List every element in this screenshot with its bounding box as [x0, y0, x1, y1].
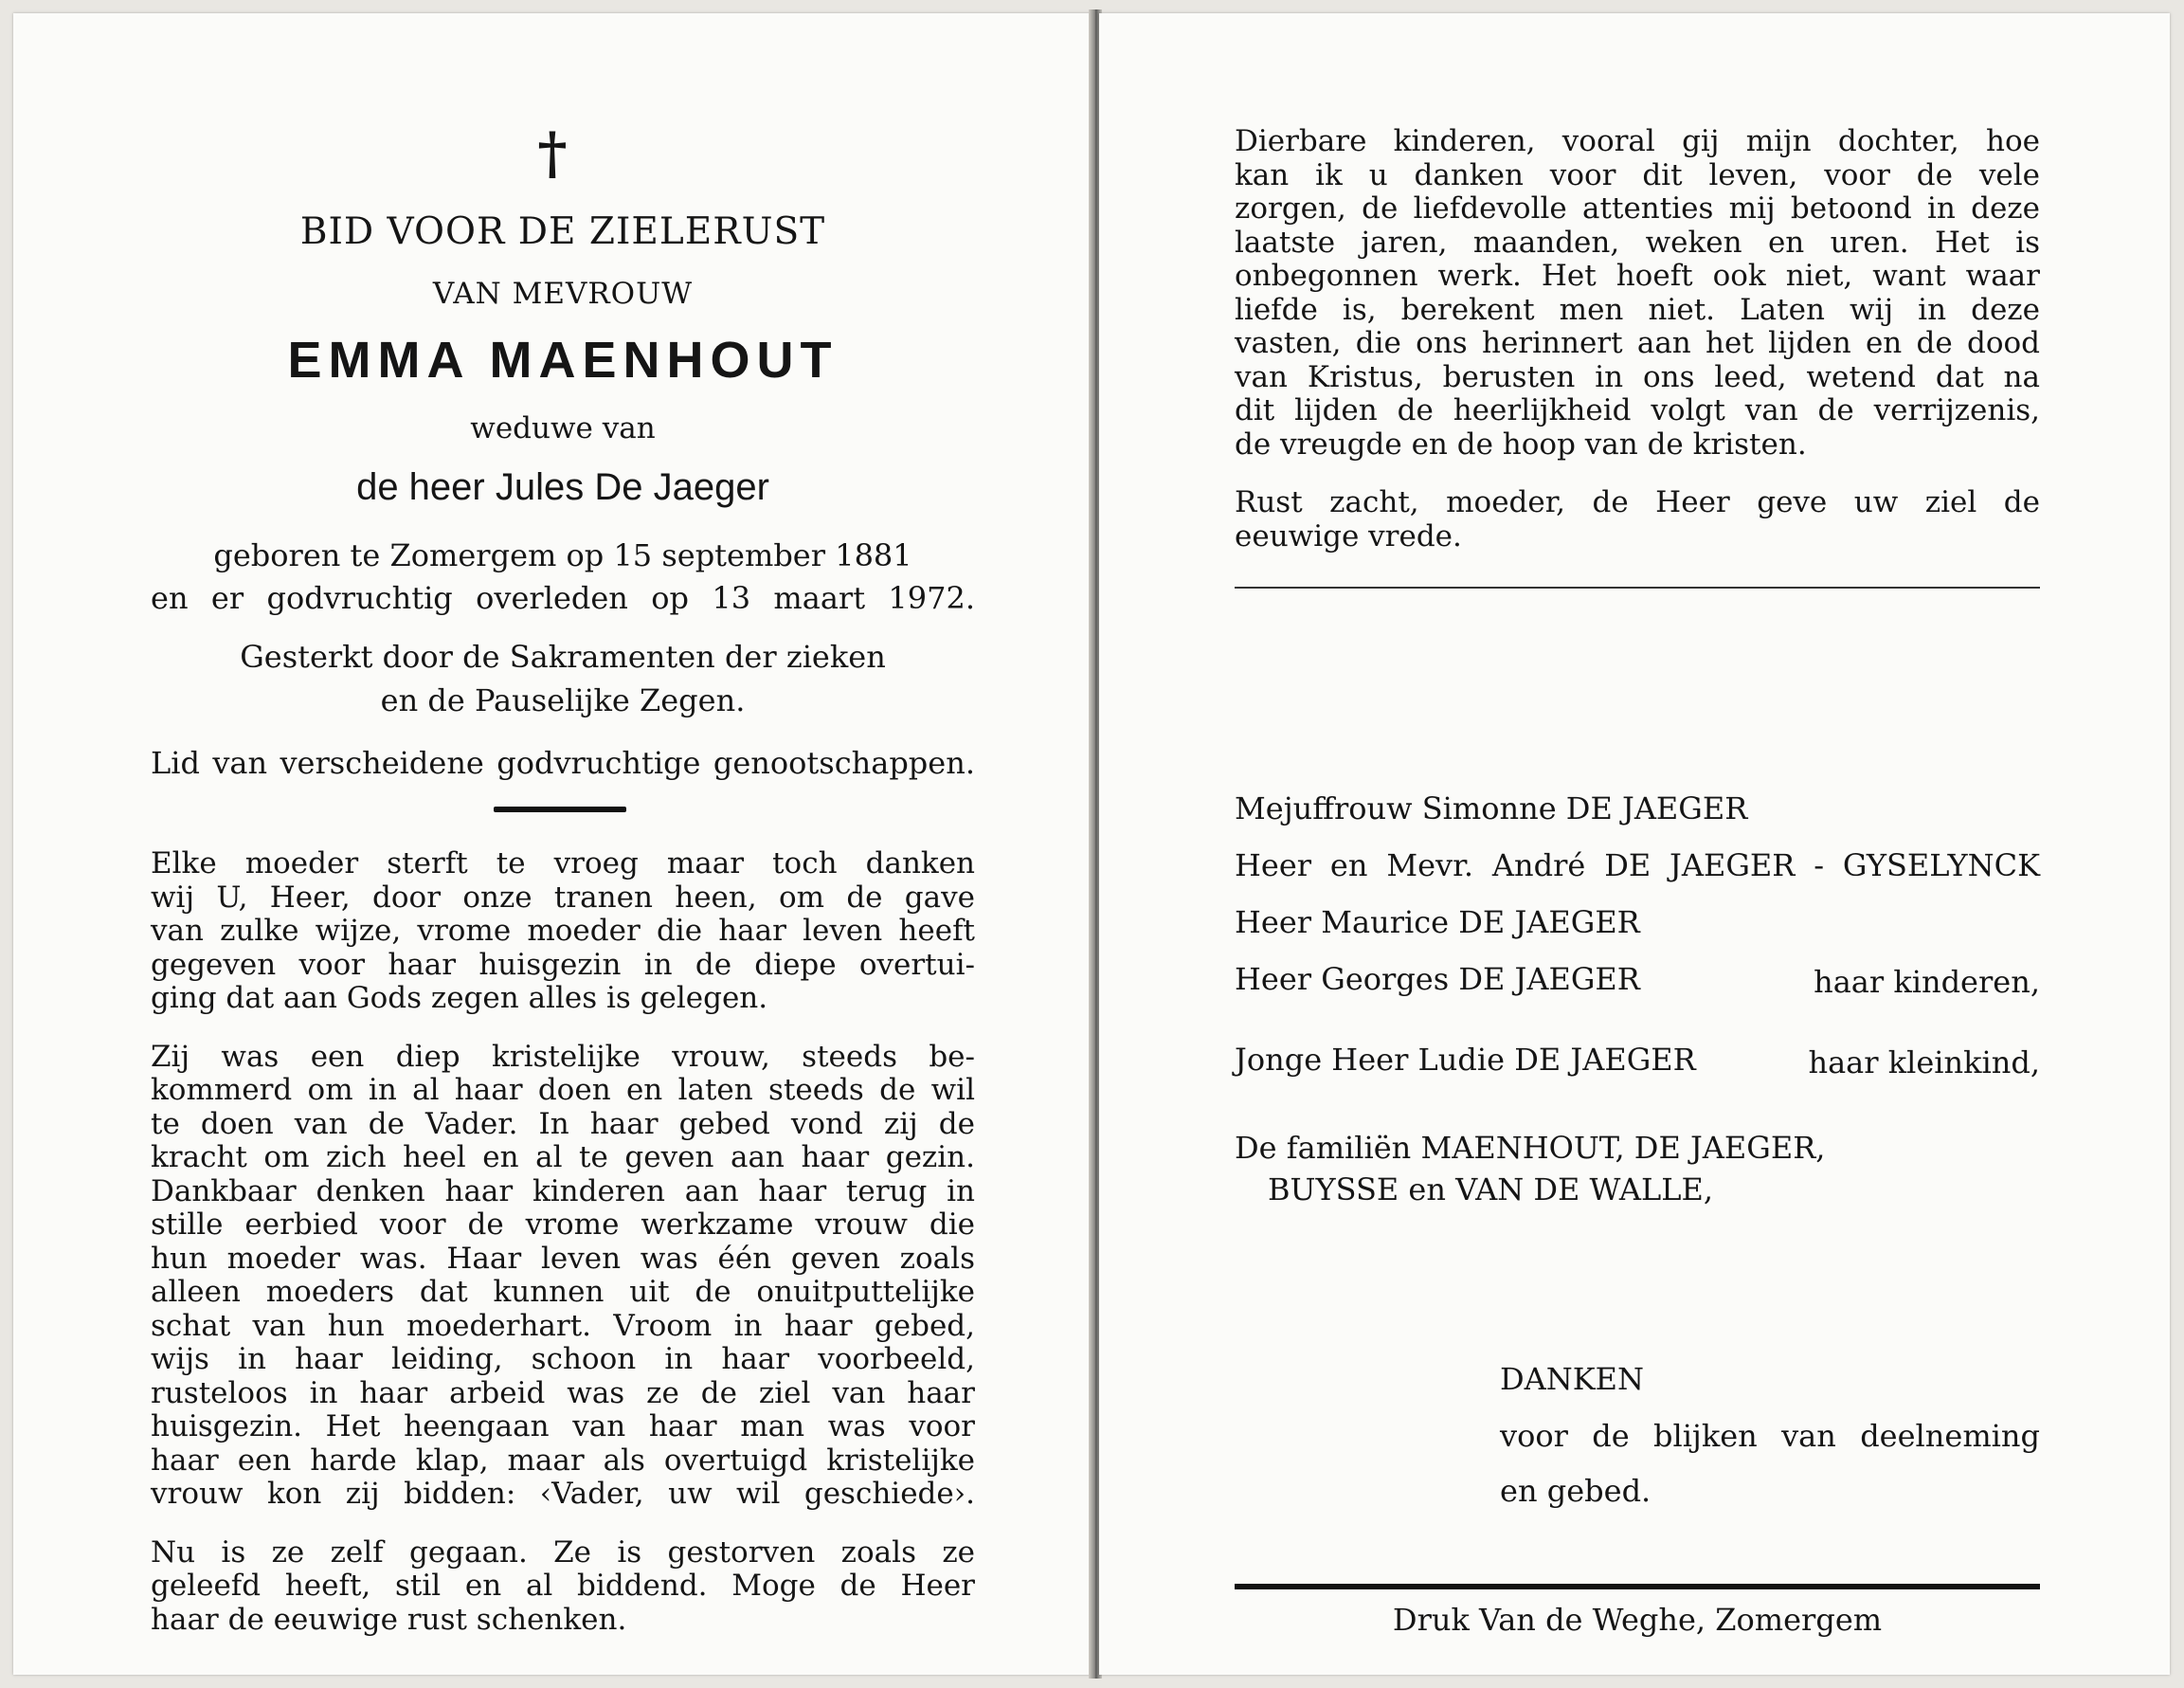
text-line: alleen moeders dat kunnen uit de onuitputtelijke — [151, 1275, 975, 1309]
text-line: ging dat aan Gods zegen alles is gelegen. — [151, 981, 768, 1015]
role-grandchild: haar kleinkind, — [1808, 1044, 2040, 1080]
text-line: huisgezin. Het heengaan van haar man was voor — [151, 1409, 975, 1443]
family-member: De familiën MAENHOUT, DE JAEGER, — [1235, 1130, 1826, 1166]
right-text-block — [1235, 125, 2040, 554]
sacraments-line-1: Gesterkt door de Sakramenten der zieken — [240, 639, 886, 675]
paragraph-message — [1235, 125, 2040, 462]
text-line: Elke moeder sterft te vroeg maar toch danken — [151, 846, 975, 880]
text-line: schat van hun moederhart. Vroom in haar gebed, — [151, 1308, 975, 1343]
text-line: Dankbaar denken haar kinderen aan haar terug in — [151, 1173, 975, 1208]
paragraph-2 — [151, 1041, 975, 1512]
family-member: Mejuffrouw Simonne DE JAEGER — [1235, 790, 1748, 826]
text-line: wij U, Heer, door onze tranen heen, om de gave — [151, 880, 975, 915]
paragraph-rest — [1235, 486, 2040, 554]
husband-name: de heer Jules De Jaeger — [356, 466, 769, 508]
family-member: Heer Maurice DE JAEGER — [1235, 904, 1640, 940]
right-page — [1099, 13, 2170, 1675]
family-member-text: Heer en Mevr. André DE JAEGER - GYSELYNCK — [1235, 847, 2040, 883]
sacraments-line-2: en de Pauselijke Zegen. — [380, 682, 746, 718]
cross-icon: † — [537, 120, 568, 187]
thanks-line-1 — [1500, 1418, 2040, 1454]
heading-van-mevrouw: VAN MEVROUW — [432, 277, 694, 311]
deceased-name: EMMA MAENHOUT — [287, 332, 839, 389]
thick-divider — [1235, 1584, 2040, 1589]
left-text-block — [151, 847, 975, 1637]
printer-credit: Druk Van de Weghe, Zomergem — [1392, 1602, 1883, 1638]
text-line: kommerd om in al haar doen en laten steeds de wil — [151, 1073, 975, 1107]
text-line: liefde is, berekent men niet. Laten wij in deze — [1235, 292, 2040, 327]
thin-divider — [1235, 587, 2040, 589]
text-line: zorgen, de liefdevolle attenties mij betoond in deze — [1235, 191, 2040, 226]
text-line: Nu is ze zelf gegaan. Ze is gestorven zoals ze — [151, 1534, 975, 1570]
text-line: onbegonnen werk. Het hoeft ook niet, want waar — [1235, 259, 2040, 293]
short-divider — [494, 807, 626, 812]
text-line: dit lijden de heerlijkheid volgt van de verrijzenis, — [1235, 393, 2040, 427]
text-line: Zij was een diep kristelijke vrouw, steeds be- — [151, 1039, 975, 1074]
thanks-title: DANKEN — [1500, 1361, 1645, 1397]
family-member: Heer Georges DE JAEGER — [1235, 961, 1640, 997]
text-line: kracht om zich heel en al te geven aan haar gezin. — [151, 1140, 975, 1174]
family-member: Jonge Heer Ludie DE JAEGER — [1235, 1042, 1696, 1078]
text-line: laatste jaren, maanden, weken en uren. Het is — [1235, 225, 2040, 260]
role-children: haar kinderen, — [1814, 964, 2040, 1000]
text-line: vrouw kon zij bidden: ‹Vader, uw wil geschiede›. — [151, 1477, 975, 1511]
text-line: eeuwige vrede. — [1235, 518, 1462, 554]
text-line: van zulke wijze, vrome moeder die haar leven heeft — [151, 914, 975, 948]
text-line: stille eerbied voor de vrome werkzame vrouw die — [151, 1207, 975, 1242]
text-line: te doen van de Vader. In haar gebed vond zij de — [151, 1106, 975, 1141]
text-line: vasten, die ons herinnert aan het lijden en de dood — [1235, 326, 2040, 360]
heading-prayer: BID VOOR DE ZIELERUST — [299, 210, 826, 253]
paragraph-3 — [151, 1536, 975, 1638]
text-line: kan ik u danken voor dit leven, voor de vele — [1235, 157, 2040, 192]
text-line: haar de eeuwige rust schenken. — [151, 1602, 627, 1637]
text-line: geleefd heeft, stil en al biddend. Moge de Heer — [151, 1569, 975, 1603]
text-line: gegeven voor haar huisgezin in de diepe overtui- — [151, 947, 975, 982]
text-line: wijs in haar leiding, schoon in haar voorbeeld, — [151, 1342, 975, 1376]
membership-line: Lid van verscheidene godvruchtige genootschappen. — [151, 745, 975, 781]
thanks-line-1-text: voor de blijken van deelneming — [1500, 1418, 2040, 1454]
text-line: haar een harde klap, maar als overtuigd kristelijke — [151, 1443, 975, 1478]
birth-line: geboren te Zomergem op 15 september 1881 — [213, 537, 912, 573]
death-line: en er godvruchtig overleden op 13 maart 1972. — [151, 580, 975, 616]
text-line: van Kristus, berusten in ons leed, wetend dat na — [1235, 359, 2040, 394]
text-line: rusteloos in haar arbeid was ze de ziel van haar — [151, 1375, 975, 1410]
text-line: de vreugde en de hoop van de kristen. — [1235, 427, 1807, 462]
text-line: Dierbare kinderen, vooral gij mijn dochter, hoe — [1235, 124, 2040, 158]
text-line: hun moeder was. Haar leven was één geven zoals — [151, 1241, 975, 1276]
family-member: BUYSSE en VAN DE WALLE, — [1268, 1171, 1713, 1207]
thanks-line-2: en gebed. — [1500, 1473, 1652, 1509]
left-page — [13, 13, 1092, 1675]
family-member — [1235, 847, 2040, 883]
text-line: Rust zacht, moeder, de Heer geve uw ziel de — [1235, 485, 2040, 519]
paragraph-1 — [151, 847, 975, 1016]
relation-text: weduwe van — [470, 411, 656, 445]
